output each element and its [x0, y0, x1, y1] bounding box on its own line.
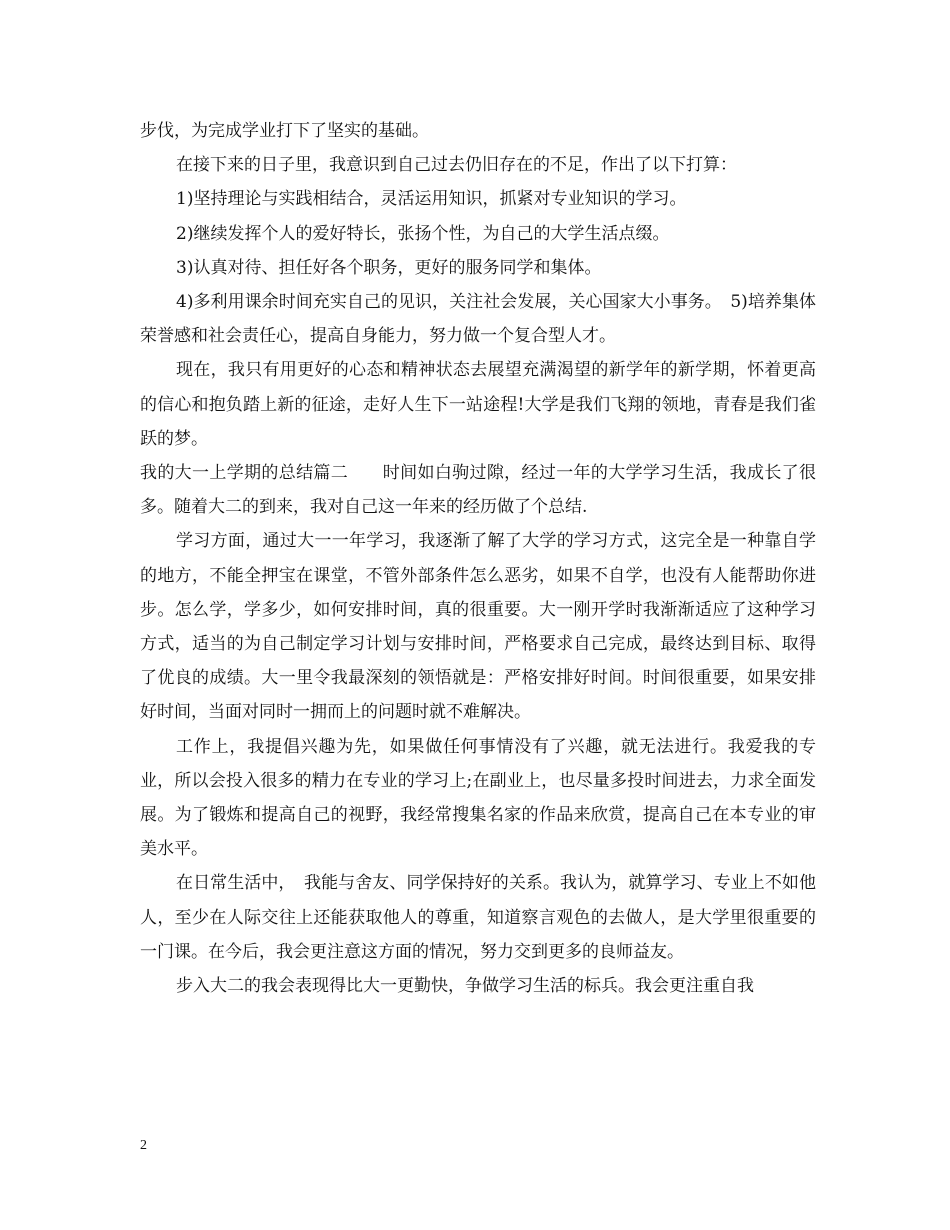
paragraph: 现在，我只有用更好的心态和精神状态去展望充满渴望的新学年的新学期，怀着更高的信心和抱负踏上新的征途，走好人生下一站途程!大学是我们飞翔的领地，青春是我们雀跃的梦。	[140, 360, 816, 449]
list-item: 2)继续发挥个人的爱好特长，张扬个性，为自己的大学生活点缀。	[176, 223, 670, 244]
paragraph: 工作上，我提倡兴趣为先，如果做任何事情没有了兴趣，就无法进行。我爱我的专业，所以会投入很多的精力在专业的学习上;在副业上，也尽量多投时间进去，力求全面发展。为了锻炼和提高自己的视野，我经常搜集名家的作品来欣赏，提高自己在本专业的审美水平。	[140, 736, 816, 860]
paragraph: 学习方面，通过大一一年学习，我逐渐了解了大学的学习方式，这完全是一种靠自学的地方，不能全押宝在课堂，不管外部条件怎么恶劣，如果不自学，也没有人能帮助你进步。怎么学，学多少，如何安排时间，真的很重要。大一刚开学时我渐渐适应了这种学习方式，适当的为自己制定学习计划与安排时间，严格要求自己完成，最终达到目标、取得了优良的成绩。大一里令我最深刻的领悟就是：严格安排好时间。时间很重要，如果安排好时间，当面对同时一拥而上的问题时就不难解决。	[140, 531, 816, 723]
section-heading-paragraph: 我的大一上学期的总结篇二 时间如白驹过隙，经过一年的大学学习生活，我成长了很多。随着大二的到来，我对自己这一年来的经历做了个总结.	[140, 463, 816, 518]
document-body	[140, 114, 816, 1003]
page-number: 2	[140, 1138, 147, 1153]
paragraph: 步伐，为完成学业打下了坚实的基础。	[140, 121, 429, 141]
list-item: 1)坚持理论与实践相结合，灵活运用知识，抓紧对专业知识的学习。	[176, 189, 687, 210]
list-item: 4)多利用课余时间充实自己的见识，关注社会发展，关心国家大小事务。 5)培养集体荣誉感和社会责任心，提高自身能力，努力做一个复合型人才。	[140, 292, 816, 347]
list-item: 3)认真对待、担任好各个职务，更好的服务同学和集体。	[176, 257, 602, 278]
paragraph: 在接下来的日子里，我意识到自己过去仍旧存在的不足，作出了以下打算：	[176, 155, 737, 176]
paragraph: 步入大二的我会表现得比大一更勤快，争做学习生活的标兵。我会更注重自我	[176, 976, 754, 997]
paragraph: 在日常生活中， 我能与舍友、同学保持好的关系。我认为，就算学习、专业上不如他人，至少在人际交往上还能获取他人的尊重，知道察言观色的去做人，是大学里很重要的一门课。在今后，我会更注意这方面的情况，努力交到更多的良师益友。	[140, 873, 816, 962]
